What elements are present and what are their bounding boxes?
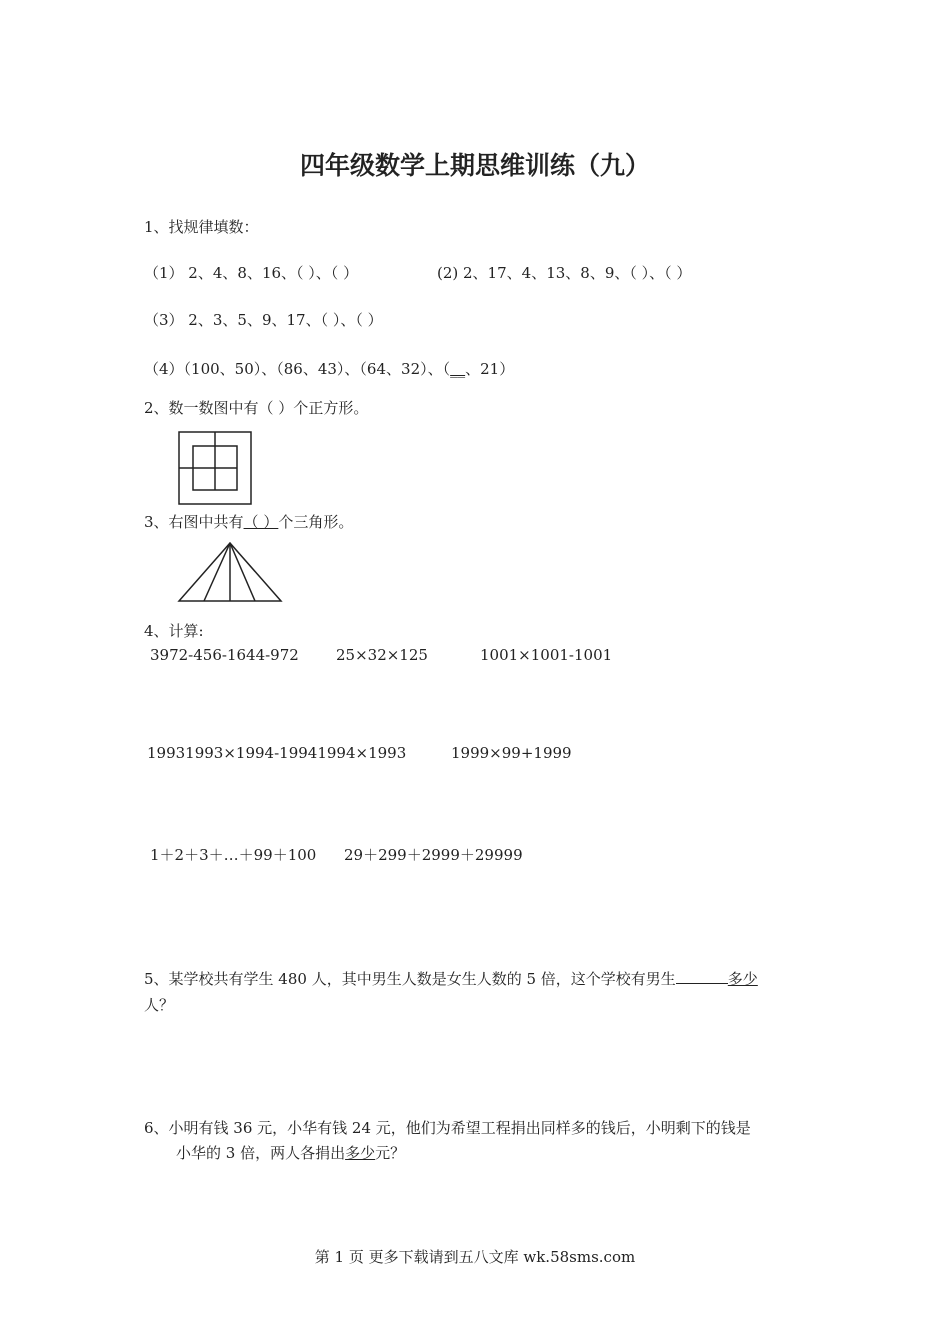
q1-part-4 xyxy=(144,358,514,379)
q3-pre: 3、右图中共有 xyxy=(144,513,244,531)
calc-7: 29＋299＋2999＋29999 xyxy=(344,846,523,864)
squares-figure xyxy=(176,429,256,507)
calc-5: 1999×99+1999 xyxy=(451,744,572,762)
q1-heading: 1、找规律填数： xyxy=(144,218,259,236)
calc-2: 25×32×125 xyxy=(336,646,428,664)
inner-line-1 xyxy=(204,543,230,601)
q3-post: 个三角形。 xyxy=(278,513,354,531)
calc-3: 1001×1001-1001 xyxy=(480,646,613,664)
q6-line-2-post: 元？ xyxy=(375,1144,406,1162)
triangle-figure xyxy=(176,540,284,604)
q6-line-2 xyxy=(176,1142,405,1163)
calc-1: 3972-456-1644-972 xyxy=(150,646,299,664)
q6-underlined: 多少 xyxy=(345,1144,376,1162)
page-title: 四年级数学上期思维训练（九） xyxy=(299,151,650,180)
q6-line-2-pre: 小华的 3 倍，两人各捐出 xyxy=(176,1144,346,1162)
calc-4: 19931993×1994-19941994×1993 xyxy=(147,744,407,762)
q3-text xyxy=(144,511,353,532)
q3-blank: （ ） xyxy=(243,513,279,531)
q5-line-2: 人？ xyxy=(144,996,175,1014)
inner-line-3 xyxy=(230,543,255,601)
calc-6: 1＋2＋3＋…＋99＋100 xyxy=(150,846,317,864)
q1-part-4-end: 、21） xyxy=(465,360,515,378)
q6-line-1: 6、小明有钱 36 元，小华有钱 24 元，他们为希望工程捐出同样多的钱后，小明剩下的钱是 xyxy=(144,1119,751,1137)
q5-underlined: 多少 xyxy=(727,970,758,988)
q2-text: 2、数一数图中有（ ）个正方形。 xyxy=(144,399,369,417)
q5-line-1 xyxy=(144,968,758,989)
q1-part-4-blank: __ xyxy=(450,360,466,378)
page-footer: 第 1 页 更多下载请到五八文库 wk.58sms.com xyxy=(314,1248,636,1266)
q5-blank xyxy=(676,969,728,984)
q1-part-4-text: （4）（100、50）、（86、43）、（64、32）、（ xyxy=(144,360,451,378)
q1-part-2: (2) 2、17、4、13、8、9、（ ）、（ ） xyxy=(437,264,692,282)
q5-text: 5、某学校共有学生 480 人，其中男生人数是女生人数的 5 倍，这个学校有男生 xyxy=(144,970,676,988)
q1-part-3: （3） 2、3、5、9、17、（ ）、（ ） xyxy=(144,311,383,329)
q1-part-1: （1） 2、4、8、16、（ ）、（ ） xyxy=(144,264,359,282)
q4-heading: 4、计算: xyxy=(144,622,204,640)
